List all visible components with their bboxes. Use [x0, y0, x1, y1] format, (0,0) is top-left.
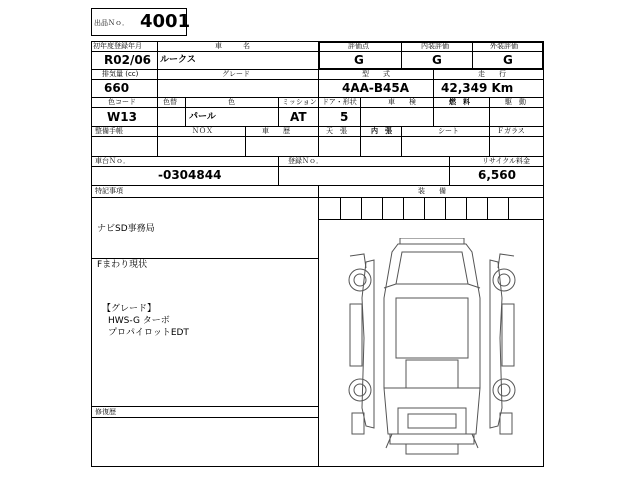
wheel-rear-left-icon [349, 379, 371, 401]
score-value: G [354, 53, 364, 67]
doors-value: 5 [340, 110, 349, 124]
car-name-value: ルークス [160, 55, 196, 65]
first-registration-value: R02/06 [104, 53, 152, 67]
seat-label: シート [438, 127, 459, 135]
remark-line-grade: HWS-G ターボ [108, 316, 170, 326]
remark-line-propilot: プロパイロットEDT [108, 328, 189, 338]
remark-line-grade-header: 【グレード】 [102, 304, 157, 314]
lot-number: 4001 [140, 11, 191, 32]
chassis-number-label: 車台Ｎｏ． [95, 157, 130, 165]
recycle-fee-label: リサイクル料金 [482, 157, 531, 165]
displacement-label: 排気量 (cc) [102, 70, 139, 78]
car-name-label: 車 名 [215, 42, 250, 50]
remark-line-navi: ナビSD事務局 [97, 224, 155, 234]
f-glass-label: Ｆガラス [497, 127, 525, 135]
wheel-front-left-icon [349, 269, 371, 291]
left-side-profile [362, 260, 374, 428]
model-label: 型 式 [362, 70, 390, 78]
chassis-number-value: -0304844 [158, 168, 222, 182]
interior-score-label: 内装評価 [421, 42, 449, 50]
vehicle-history-label: 車 歴 [262, 127, 290, 135]
mileage-label: 走 行 [478, 70, 506, 78]
roof-lining-label: 天 張 [326, 127, 347, 135]
car-damage-diagram [340, 238, 524, 460]
right-side-profile [490, 260, 502, 428]
color-value: パール [189, 112, 216, 122]
registration-number-label: 登録Ｎｏ． [288, 157, 323, 165]
repair-history-label: 修復歴 [95, 408, 116, 416]
exterior-score-label: 外装評価 [490, 42, 518, 50]
grade-label: グレード [222, 70, 250, 78]
color-code-value: W13 [107, 110, 137, 124]
lot-number-label: 出品Ｎｏ． [94, 19, 129, 27]
maintenance-book-label: 整備手帳 [95, 127, 123, 135]
interior-score-value: G [432, 53, 442, 67]
remark-line-front: Fまわり現状 [97, 260, 148, 270]
wheel-front-right-icon [493, 269, 515, 291]
wheel-rear-right-icon [493, 379, 515, 401]
color-code-label: 色コード [108, 98, 136, 106]
model-value: 4AA-B45A [342, 81, 410, 95]
displacement-value: 660 [104, 81, 130, 95]
equipment-label: 装 備 [418, 187, 446, 195]
color-label: 色 [228, 98, 235, 106]
doors-label: ドア・形状 [322, 98, 357, 106]
exterior-score-value: G [503, 53, 513, 67]
drive-label: 駆 動 [505, 98, 526, 106]
first-registration-label: 初年度登録年月 [93, 42, 142, 50]
transmission-label: ミッション [282, 98, 317, 106]
nox-label: ＮＯＸ [192, 127, 213, 135]
fuel-label: 燃 料 [449, 98, 470, 106]
interior-lining-label: 内 張 [371, 127, 392, 135]
remarks-label: 特記事項 [95, 187, 123, 195]
score-label: 評価点 [348, 42, 369, 50]
recycle-fee-value: 6,560 [478, 168, 516, 182]
inspection-label: 車 検 [388, 98, 416, 106]
mileage-value: 42,349 Km [441, 81, 514, 95]
transmission-value: AT [290, 110, 307, 124]
color-change-label: 色替 [163, 98, 177, 106]
